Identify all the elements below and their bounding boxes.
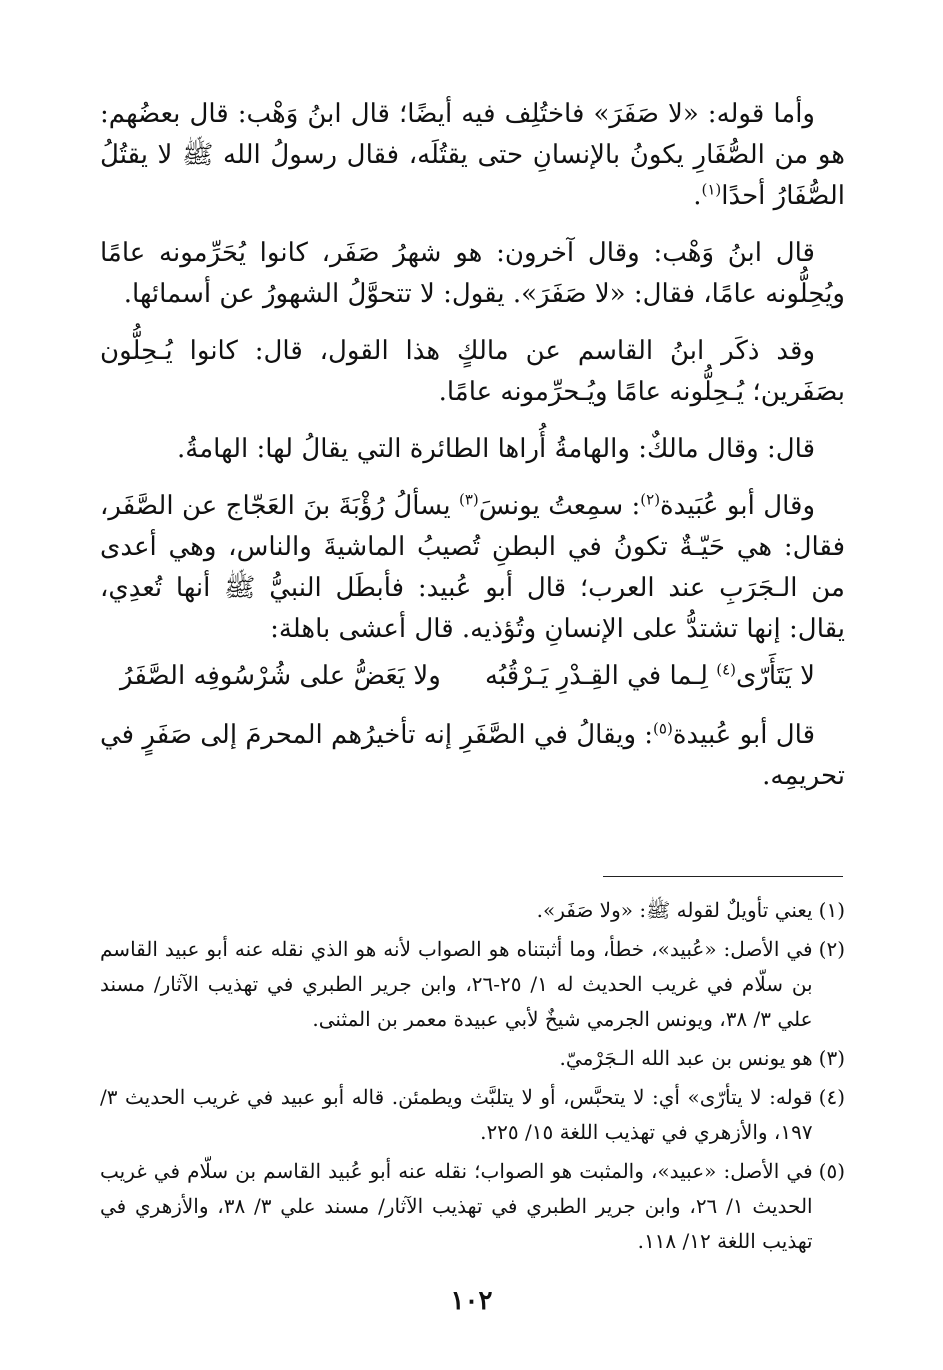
paragraph-5-c: يسألُ رُؤْبَةَ بنَ العَجّاج عن الصَّفَر، فقال: هي حَيّـةٌ تكونُ في البطنِ تُصيبُ الماشيةَ والناس، وهي أعدى من الـجَرَبِ عند العرب؛ قال أبو عُبيد: فأبطَل النبيُّ ﷺ أنها تُعدِي، يقال: إنها تشتدُّ على الإنسانِ وتُؤذيه. قال أعشى باهلة: — [100, 491, 845, 644]
footnote-ref-3[interactable]: (٣) — [458, 490, 479, 509]
paragraph-6-a: قال أبو عُبيدة — [672, 720, 815, 750]
paragraph-4: قال: وقال مالكٌ: والهامةُ أُراها الطائرة التي يقالُ لها: الهامةُ. — [177, 434, 815, 464]
paragraph-5-b: : سمِعتُ يونسَ — [478, 491, 641, 521]
footnote-number: (٢) — [818, 937, 845, 961]
footnote-text: في الأصل: «عبيد»، والمثبت هو الصواب؛ نقله عنه أبو عُبيد القاسم بن سلّام في غريب الحديث ١/ ٢٦، وابن جرير الطبري في تهذيب الآثار/ مسند علي ٣/ ٣٨، والأزهري في تهذيب اللغة ١٢/ ١١٨. — [100, 1159, 813, 1253]
poem-right-a: لا يَتَأَرّى — [735, 661, 815, 691]
footnote-text: قوله: لا يتأرّى» أي: لا يتحبَّس، أو لا يتلبَّث ويطمئن. قاله أبو عبيد في غريب الحديث ٣/ ١٩٧، والأزهري في تهذيب اللغة ١٥/ ٢٢٥. — [100, 1085, 813, 1144]
footnote-1 — [100, 893, 845, 928]
footnote-number: (١) — [818, 898, 845, 922]
footnotes — [100, 893, 845, 1263]
paragraph-6-b: : ويقالُ في الصَّفَرِ إنه تأخيرُهم المحرمَ إلى صَفَرٍ في تحريمِه. — [100, 720, 845, 791]
footnote-ref-2[interactable]: (٢) — [640, 490, 661, 509]
footnote-divider — [603, 876, 843, 877]
paragraph-5 — [100, 486, 845, 650]
footnote-text: في الأصل: «عُبيد»، خطأ، وما أثبتناه هو الصواب لأنه هو الذي نقله عنه أبو عبيد القاسم بن سلّام في غريب الحديث له ١/ ٢٥-٢٦، وابن جرير الطبري في تهذيب الآثار/ مسند علي ٣/ ٣٨، ويونس الجرمي شيخٌ لأبي عبيدة معمر بن المثنى. — [100, 937, 813, 1031]
poem-left-hemistich: ولا يَعَضُّ على شُرْسُوفِه الصَّفَرُ — [120, 661, 441, 691]
footnote-ref-1[interactable]: (١) — [701, 180, 722, 199]
footnote-4 — [100, 1080, 845, 1150]
footnote-5 — [100, 1154, 845, 1259]
paragraph-3: وقد ذكَر ابنُ القاسم عن مالكٍ هذا القول، قال: كانوا يُـحِلُّون بصَفَرين؛ يُـحِلُّونه عامًا ويُـحرِّمونه عامًا. — [100, 336, 845, 407]
paragraph-2: قال ابنُ وَهْب: وقال آخرون: هو شهرُ صَفَر، كانوا يُحَرِّمونه عامًا ويُحِلُّونه عامًا، فقال: «لا صَفَرَ». يقول: لا تتحوَّلُ الشهورُ عن أسمائها. — [100, 238, 845, 309]
poem-right-b: لِـما في القِـدْرِ يَـرْقُبُه — [485, 661, 717, 691]
footnote-text: هو يونس بن عبد الله الـجَرْميّ. — [559, 1046, 813, 1070]
footnote-ref-4[interactable]: (٤) — [716, 660, 736, 679]
paragraph-1-end: . — [693, 181, 702, 211]
footnote-3 — [100, 1041, 845, 1076]
paragraph-5-a: وقال أبو عُبَيدة — [660, 491, 815, 521]
poem-right-hemistich — [485, 656, 815, 697]
page-number: ١٠٢ — [450, 1286, 493, 1316]
footnote-number: (٣) — [818, 1046, 845, 1070]
footnote-text: يعني تأويلٌ لقوله ﷺ: «ولا صَفَر». — [536, 898, 813, 922]
paragraph-1 — [100, 94, 845, 217]
poem-verse — [100, 656, 845, 697]
main-text — [100, 94, 845, 813]
paragraph-1-text: وأما قوله: «لا صَفَرَ» فاختُلِف فيه أيضًا؛ قال ابنُ وَهْب: قال بعضُهم: هو من الصُّفَارِ يكونُ بالإنسانِ حتى يقتُلَه، فقال رسولُ الله ﷺ لا يقتُلُ الصُّفَارُ أحدًا — [100, 99, 845, 211]
footnote-2 — [100, 932, 845, 1037]
footnote-number: (٥) — [818, 1159, 845, 1183]
paragraph-6 — [100, 715, 845, 797]
footnote-number: (٤) — [818, 1085, 845, 1109]
footnote-ref-5[interactable]: (٥) — [653, 719, 673, 738]
